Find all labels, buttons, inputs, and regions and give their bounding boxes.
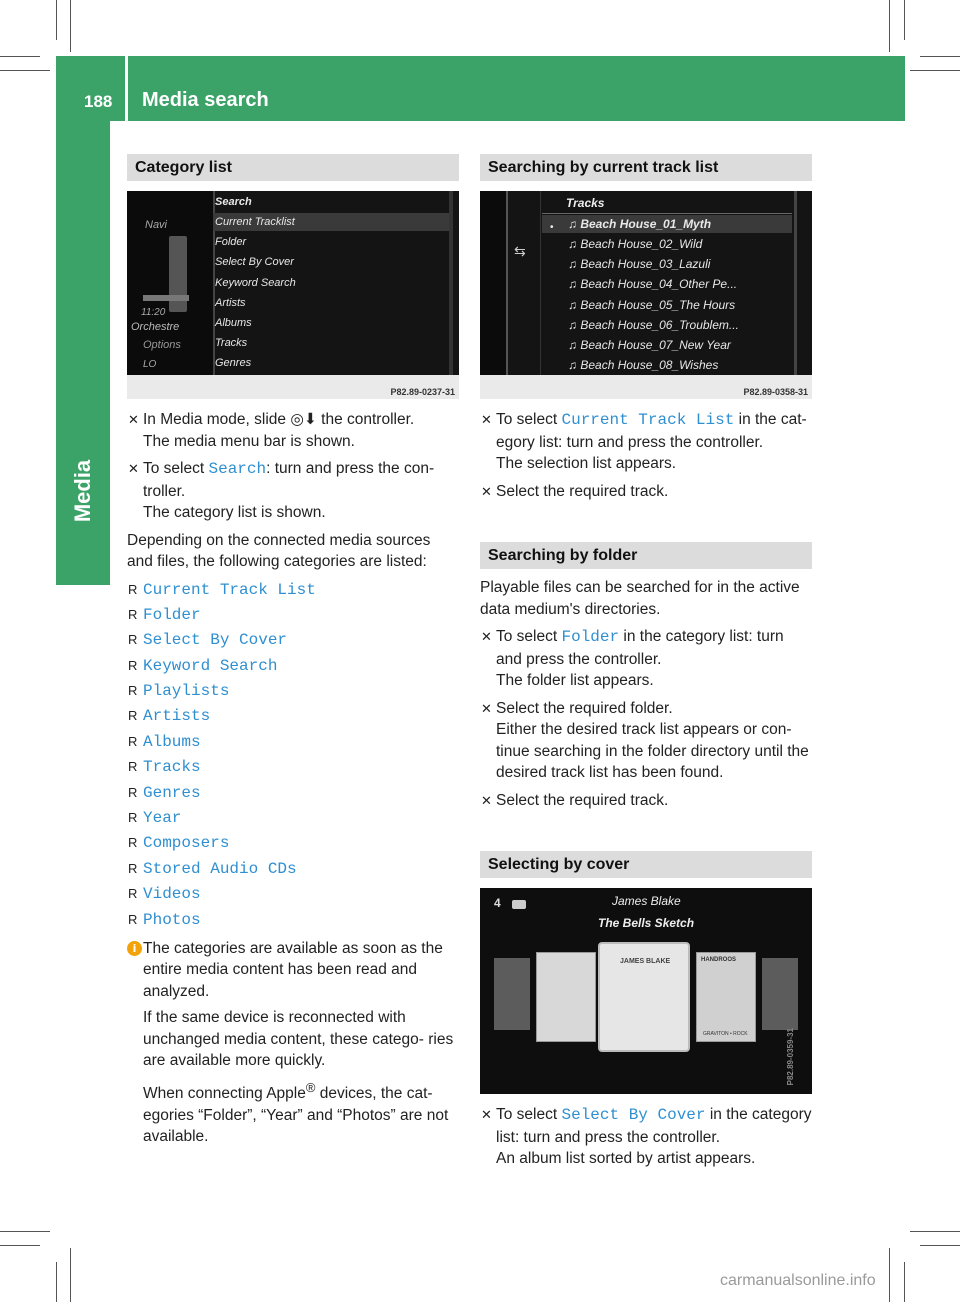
screen-label: Orchestre [131, 321, 180, 333]
body-paragraph: Depending on the connected media sources and files, the following categories are listed: [127, 531, 431, 570]
scrollbar [794, 191, 797, 375]
cover-left [536, 952, 596, 1042]
instruction-step: ✕ Select the required folder. Either the desired track list appears or con- tinue searching in the folder directory until the desired track list has been found. [481, 699, 809, 781]
list-item: R Composers [128, 834, 230, 853]
screen-label: Navi [145, 219, 168, 231]
instruction-step: ✕ To select Select By Cover in the category list: turn and press the controller. An album list sorted by artist appears. [481, 1106, 812, 1167]
figure-code: P82.89-0359-31 [786, 1028, 795, 1086]
crop-mark [889, 1248, 890, 1302]
watermark-url: carmanualsonline.info [720, 1272, 876, 1289]
menu-item: Artists [215, 297, 246, 309]
crop-mark [56, 1262, 57, 1302]
cover-right [696, 952, 756, 1042]
track-row: ♫ Beach House_02_Wild [568, 237, 703, 251]
menu-item: Folder [215, 236, 247, 248]
instruction-step: ✕ To select Current Track List in the cat- egory list: turn and press the controller. The selection list appears. [481, 411, 807, 472]
left-panel [480, 191, 506, 375]
step-result: An album list sorted by artist appears. [496, 1150, 756, 1167]
section-heading: Category list [127, 154, 459, 181]
chapter-label: Media [70, 459, 95, 523]
track-row: ♫ Beach House_07_New Year [568, 338, 731, 352]
cover-far-left [494, 958, 530, 1030]
menu-item: Search [215, 196, 252, 208]
track-row: ♫ Beach House_04_Other Pe... [568, 277, 738, 291]
crop-mark [70, 0, 71, 52]
cover-label: HANDROOS [701, 957, 737, 963]
track-row: ♫ Beach House_03_Lazuli [568, 257, 711, 271]
section-heading: Selecting by cover [480, 851, 812, 878]
list-item: R Year [128, 809, 182, 828]
crop-mark [910, 1231, 960, 1232]
screenshot-category-list [127, 191, 459, 399]
selected-dot-icon: • [550, 222, 554, 233]
list-item: R Genres [128, 783, 201, 802]
instruction-step: ✕ To select Folder in the category list: turn and press the controller. The folder list appears. [481, 628, 784, 689]
progress-bar [143, 295, 189, 301]
section-heading: Searching by current track list [480, 154, 812, 181]
list-item: R Select By Cover [128, 631, 288, 650]
cover-text: JAMES BLAKE [620, 958, 671, 965]
scrollbar [449, 191, 453, 375]
crop-mark [904, 0, 905, 40]
info-icon: i [127, 941, 142, 956]
step-arrow-icon: ✕ [481, 700, 492, 716]
screenshot-track-list [480, 191, 812, 399]
step-arrow-icon: ✕ [481, 792, 492, 808]
menu-code: Search [208, 460, 267, 478]
chapter-tab [56, 121, 110, 585]
step-arrow-icon: ✕ [481, 629, 492, 644]
crop-mark [904, 1262, 905, 1302]
track-row: ♫ Beach House_01_Myth [568, 217, 712, 231]
instruction-step: ✕ In Media mode, slide ◎⬇ the controller. The media menu bar is shown. [128, 411, 415, 450]
crop-mark [0, 56, 40, 57]
crop-mark [920, 56, 960, 57]
step-result: Either the desired track list appears or con- tinue searching in the folder directory until the desired track list has been found. [496, 721, 809, 781]
menu-item: Genres [215, 357, 252, 369]
list-item: R Folder [128, 605, 201, 624]
screen-label: LO [143, 359, 157, 370]
right-column [480, 154, 812, 1170]
crop-mark [0, 70, 50, 71]
left-column [127, 154, 459, 1148]
crop-mark [920, 1245, 960, 1246]
step-result: The selection list appears. [496, 455, 677, 472]
track-row: ♫ Beach House_05_The Hours [568, 298, 736, 312]
list-item: R Albums [128, 732, 201, 751]
step-result: The media menu bar is shown. [143, 432, 355, 450]
instruction-step: ✕ To select Search: turn and press the con- troller. The category list is shown. [128, 460, 435, 521]
artist-name: James Blake [612, 894, 681, 908]
step-arrow-icon: ✕ [128, 412, 139, 427]
menu-code: Folder [561, 628, 620, 646]
album-name: The Bells Sketch [598, 916, 695, 930]
figure-code: P82.89-0358-31 [743, 387, 808, 397]
controller-slide-icon: ◎⬇ [290, 411, 317, 428]
list-item: R Tracks [128, 758, 201, 777]
step-arrow-icon: ✕ [481, 412, 492, 427]
page-header [56, 56, 905, 121]
media-icon [512, 900, 526, 909]
divider [542, 213, 792, 214]
divider [506, 191, 508, 375]
section-heading: Searching by folder [480, 542, 812, 569]
list-icon: ⇆ [514, 243, 526, 259]
instruction-step: ✕ Select the required track. [480, 481, 812, 503]
crop-mark [0, 1231, 50, 1232]
step-result: The category list is shown. [143, 504, 326, 521]
step-arrow-icon: ✕ [481, 1107, 492, 1122]
list-item: R Current Track List [128, 580, 316, 599]
cover-sub: GRAVITON • ROCK [703, 1031, 748, 1037]
menu-item: Select By Cover [215, 256, 294, 268]
figure-code: P82.89-0237-31 [390, 387, 455, 397]
menu-code: Select By Cover [561, 1106, 706, 1124]
crop-mark [70, 1248, 71, 1302]
crop-mark [0, 1245, 40, 1246]
crop-mark [889, 0, 890, 52]
track-number: 4 [494, 896, 501, 910]
screenshot-cover-flow [480, 888, 812, 1094]
divider [540, 191, 541, 375]
screen-label: 11:20 [141, 307, 166, 318]
list-item: R Artists [128, 707, 211, 726]
cover-far-right [762, 958, 798, 1030]
list-title: Tracks [566, 196, 605, 210]
list-item: R Photos [128, 910, 201, 929]
crop-mark [56, 0, 57, 40]
cover-center [598, 942, 690, 1052]
category-list [127, 577, 459, 932]
menu-item: Keyword Search [215, 277, 296, 289]
header-divider [125, 56, 128, 121]
track-row: ♫ Beach House_08_Wishes [568, 358, 719, 372]
list-item: R Videos [128, 885, 201, 904]
page-number: 188 [84, 92, 113, 111]
page-title: Media search [142, 89, 269, 111]
list-item: R Keyword Search [128, 656, 278, 675]
list-item: R Playlists [128, 682, 230, 701]
menu-item: Current Tracklist [215, 216, 295, 228]
track-row: ♫ Beach House_06_Troublem... [568, 318, 739, 332]
step-arrow-icon: ✕ [128, 461, 139, 476]
chapter-marker [56, 525, 110, 585]
menu-item: Tracks [215, 337, 248, 349]
crop-mark [910, 70, 960, 71]
screen-label: Options [143, 339, 181, 351]
step-result: The folder list appears. [496, 672, 654, 689]
menu-item: Albums [215, 317, 252, 329]
instruction-step: ✕ Select the required track. [480, 790, 812, 812]
body-paragraph: Playable files can be searched for in the active data medium's directories. [480, 579, 800, 618]
menu-code: Current Track List [561, 411, 735, 429]
list-item: R Stored Audio CDs [128, 859, 297, 878]
step-arrow-icon: ✕ [481, 483, 492, 499]
info-note: i The categories are available as soon as the entire media content has been read and analyzed. If the same device is reconnected with unchanged media content, these catego- ries are available more quickly. When connecting Apple® devices, the cat- egories “Folder”, “Year” and “Photos” are not available. [127, 938, 459, 1148]
